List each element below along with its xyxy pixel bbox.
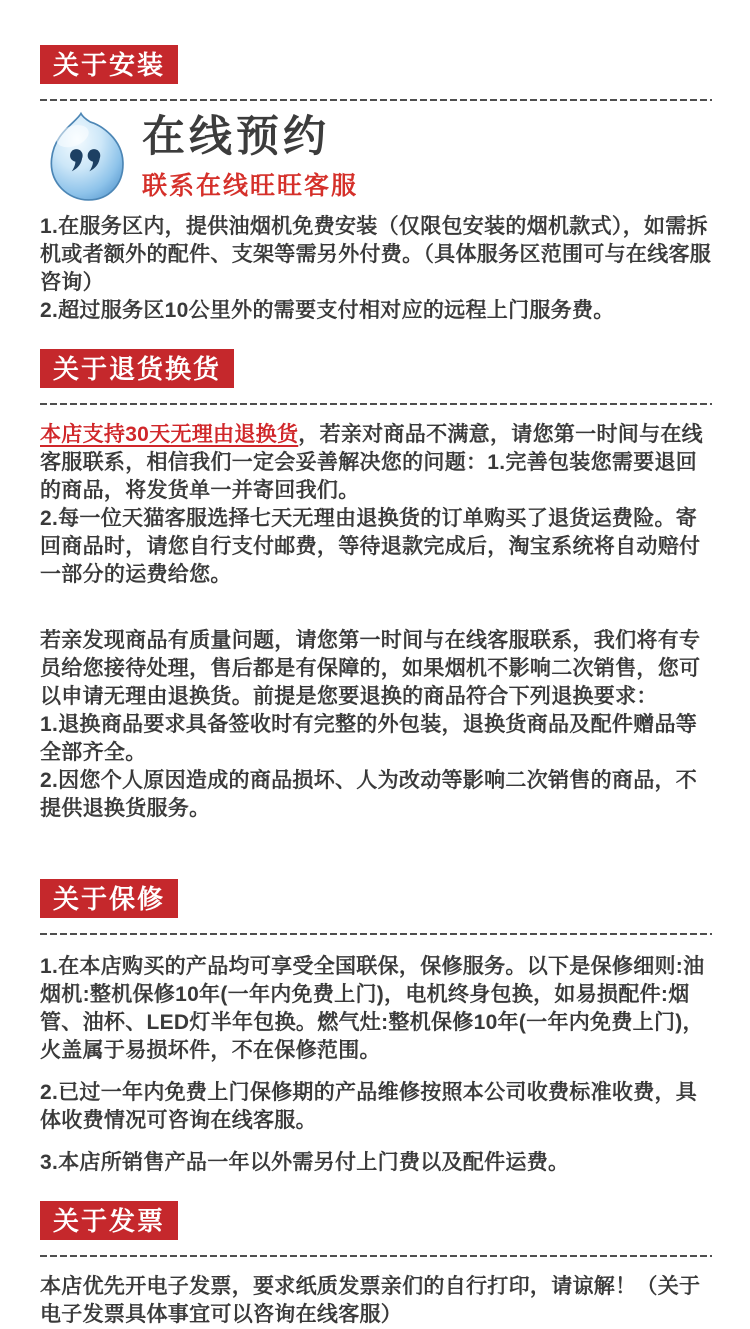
installation-paragraph-2: 2.超过服务区10公里外的需要支付相对应的远程上门服务费。 xyxy=(40,299,615,322)
warranty-section-badge: 关于保修 xyxy=(40,879,178,918)
warranty-paragraph-3: 3.本店所销售产品一年以外需另付上门费以及配件运费。 xyxy=(40,1151,570,1174)
section-warranty xyxy=(40,879,712,1177)
section-installation xyxy=(40,45,712,325)
returns-paragraph-1-rest: ，若亲对商品不满意，请您第一时间与在线客服联系，相信我们一定会妥善解决您的问题：1.完善包装您需要退回的商品，将发货单一并寄回我们。 xyxy=(40,423,703,502)
returns-policy-paragraph-1 xyxy=(40,421,712,505)
warranty-paragraph-1: 1.在本店购买的产品均可享受全国联保，保修服务。以下是保修细则:油烟机:整机保修10年(一年内免费上门)，电机终身包换，如易损配件:烟管、油杯、LED灯半年包换。燃气灶:整机保修10年(一年内免费上门)，火盖属于易损坏件，不在保修范围。 xyxy=(40,955,705,1062)
reservation-title: 在线预约 xyxy=(142,112,330,161)
divider-line xyxy=(40,403,712,405)
section-invoice xyxy=(40,1201,712,1329)
installation-section-badge: 关于安装 xyxy=(40,45,178,84)
returns-requirement-1: 1.退换商品要求具备签收时有完整的外包装，退换货商品及配件赠品等全部齐全。 xyxy=(40,713,698,764)
returns-highlight-text: 本店支持30天无理由退换货 xyxy=(40,423,299,446)
returns-requirement-2: 2.因您个人原因造成的商品损坏、人为改动等影响二次销售的商品，不提供退换货服务。 xyxy=(40,769,698,820)
divider-line xyxy=(40,933,712,935)
online-reservation-block[interactable] xyxy=(42,111,712,205)
divider-line xyxy=(40,1255,712,1257)
invoice-paragraph-1: 本店优先开电子发票，要求纸质发票亲们的自行打印，请谅解！（关于电子发票具体事宜可以咨询在线客服） xyxy=(40,1275,701,1326)
wangwang-icon xyxy=(42,111,130,205)
installation-paragraph-1: 1.在服务区内，提供油烟机免费安装（仅限包安装的烟机款式），如需拆机或者额外的配件、支架等需另外付费。（具体服务区范围可与在线客服咨询） xyxy=(40,215,712,294)
returns-section-badge: 关于退货换货 xyxy=(40,349,234,388)
section-returns xyxy=(40,349,712,823)
invoice-section-badge: 关于发票 xyxy=(40,1201,178,1240)
returns-quality-paragraph: 若亲发现商品有质量问题，请您第一时间与在线客服联系，我们将有专员给您接待处理，售后都是有保障的，如果烟机不影响二次销售，您可以申请无理由退换货。前提是您要退换的商品符合下列退换要求： xyxy=(40,629,701,708)
returns-policy-paragraph-2: 2.每一位天猫客服选择七天无理由退换货的订单购买了退货运费险。寄回商品时，请您自行支付邮费，等待退款完成后，淘宝系统将自动赔付一部分的运费给您。 xyxy=(40,507,701,586)
divider-line xyxy=(40,99,712,101)
warranty-paragraph-2: 2.已过一年内免费上门保修期的产品维修按照本公司收费标准收费，具体收费情况可咨询在线客服。 xyxy=(40,1081,698,1132)
contact-wangwang-service-link[interactable]: 联系在线旺旺客服 xyxy=(142,172,359,201)
reservation-text xyxy=(142,114,358,202)
